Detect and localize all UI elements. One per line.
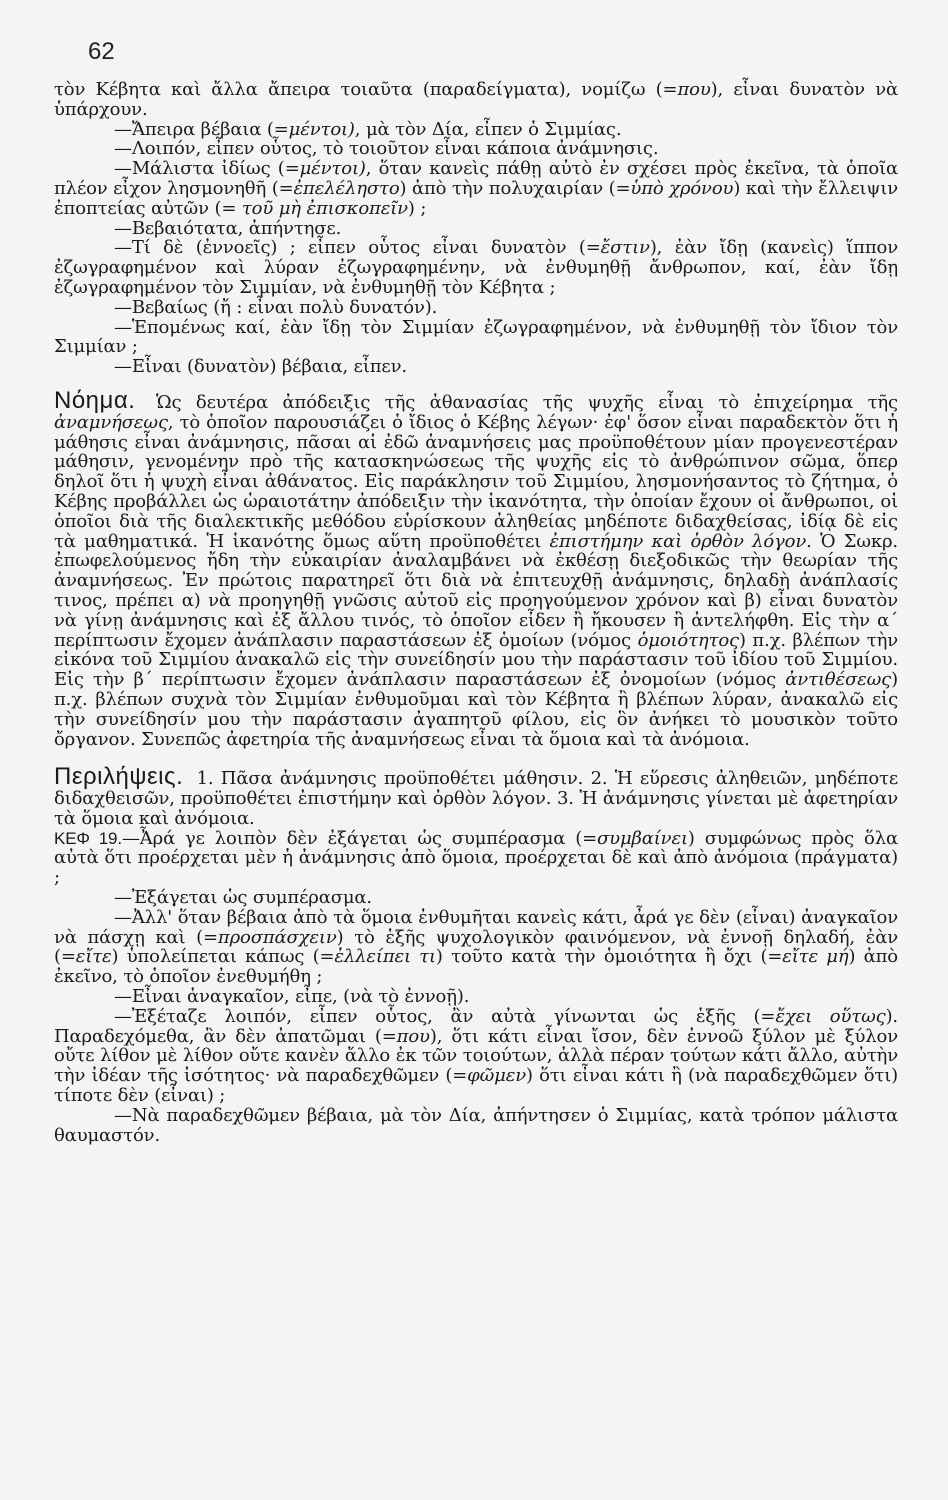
- italic-gloss: =μέντοι): [284, 158, 366, 180]
- noima-paragraph: [54, 386, 899, 750]
- periliψeis-heading: Περιλήψεις.: [54, 763, 184, 791]
- italic-gloss: ἐπιστήμην καὶ ὀρθὸν λόγον: [549, 530, 807, 552]
- italic-gloss: =που: [662, 79, 711, 100]
- periliψeis-text: 1. Πᾶσα ἀνάμνησις προϋποθέτει μάθησιν. 2. Ἡ εὕρεσις ἀληθειῶν, μηδέποτε διδαχθεισῶν, προϋποθέτει ἐπιστήμην καὶ ὀρθὸν λόγον. 3. Ἡ ἀνάμνησις γίνεται μὲ ἀφετηρίαν τὰ ὅμοια καὶ ἀνόμοια.: [54, 768, 898, 829]
- dialogue-section-2: [54, 829, 898, 1146]
- paragraph: [54, 829, 898, 888]
- paragraph: —Ἄπειρα βέβαια (=μέντοι), μὰ τὸν Δία, εἶπεν ὁ Σιμμίας.: [114, 118, 622, 140]
- noima-heading: Νόημα.: [54, 386, 136, 414]
- dialogue-section-1: [54, 80, 898, 377]
- page-content: [54, 80, 898, 1145]
- paragraph: —Εἶναι (δυνατὸν) βέβαια, εἶπεν.: [114, 356, 407, 378]
- chapter-first-line: —Ἆρά γε λοιπὸν δὲν ἐξάγεται ὡς συμπέρασμα (=συμβαίνει) συμφώνως πρὸς ὅλα αὐτὰ ὅτι προέρχεται μὲν ἡ ἀνάμνησις ἀπὸ ὅμοια, προέρχεται δὲ καὶ ἀπὸ ἀνόμοια (πράγματα) ;: [54, 827, 899, 889]
- italic-gloss: =εἴτε μή: [767, 946, 849, 968]
- italic-gloss: =προσπάσχειν: [202, 926, 337, 948]
- italic-gloss: ἀναμνήσεως: [54, 411, 168, 433]
- paragraph: —Βεβαίως (ἤ : εἶναι πολὺ δυνατόν).: [114, 296, 438, 318]
- paragraph: —Ἀλλ' ὅταν βέβαια ἀπὸ τὰ ὅμοια ἐνθυμῆται κανεὶς κάτι, ἆρά γε δὲν (εἶναι) ἀναγκαῖον νὰ πάσχῃ καὶ (=προσπάσχειν) τὸ ἑξῆς ψυχολογικὸν φαινόμενον, νὰ ἐννοῇ δηλαδή, ἐὰν (=εἴτε) ὑπολείπεται κάπως (=ἐλλείπει τι) τοῦτο κατὰ τὴν ὁμοιότητα ἢ ὄχι (=εἴτε μή) ἀπὸ ἐκεῖνο, τὸ ὁποῖον ἐνεθυμήθη ;: [54, 906, 898, 988]
- italic-gloss: =ἐπελέληστο: [278, 177, 400, 199]
- noima-text: Ὡς δευτέρα ἀπόδειξις τῆς ἀθανασίας τῆς ψυχῆς εἶναι τὸ ἐπιχείρημα τῆς ἀναμνήσεως, τὸ ὁποῖον παρουσιάζει ὁ ἴδιος ὁ Κέβης λέγων· ἐφ' ὅσον εἶναι παραδεκτὸν ὅτι ἡ μάθησις εἶναι ἀνάμνησις, πᾶσαι αἱ ἐδῶ ἀναμνήσεις μας προϋποθέτουν μίαν προγενεστέραν μάθησιν, γενομένην πρὸ τῆς κατασκηνώσεως τῆς ψυχῆς εἰς τὸ ἀνθρώπινον σῶμα, ὅπερ δηλοῖ ὅτι ἡ ψυχὴ εἶναι ἀθάνατος. Εἰς παράκλησιν τοῦ Σιμμίου, λησμονήσαντος τὸ ζήτημα, ὁ Κέβης προβάλλει ὡς ὡραιοτάτην ἀπόδειξιν τὴν ἱκανότητα, τὴν ὁποίαν ἔχουν οἱ ἄνθρωποι, οἱ ὁποῖοι διὰ τῆς διαλεκτικῆς μεθόδου εὑρίσκουν ἀληθείας μηδέποτε διδαχθείσας, ἰδίᾳ δὲ εἰς τὰ μαθηματικά. Ἡ ἱκανότης ὅμως αὕτη προϋποθέτει ἐπιστήμην καὶ ὀρθὸν λόγον. Ὁ Σωκρ. ἐπωφελούμενος ἤδη τὴν εὐκαιρίαν ἀναλαμβάνει νὰ ἐκθέσῃ διεξοδικῶς τὴν θεωρίαν τῆς ἀναμνήσεως. Ἐν πρώτοις παρατηρεῖ ὅτι διὰ νὰ ἐπιτευχθῇ ἀνάμνησις, δηλαδὴ ἀνάπλασίς τινος, πρέπει α) νὰ προηγηθῇ γνῶσις αὐτοῦ εἰς προηγούμενον χρόνον καὶ β) εἶναι δυνατὸν νὰ γίνῃ ἀνάμνησις καὶ ἐξ ἄλλου τινός, τὸ ὁποῖον εἶδεν ἢ ἤκουσεν ἢ ἀντελήφθη. Εἰς τὴν α΄ περίπτωσιν ἔχομεν ἀνάπλασιν παραστάσεων ἐξ ὁμοίων (νόμος ὁμοιότητος) π.χ. βλέπων τὴν εἰκόνα τοῦ Σιμμίου ἀνακαλῶ εἰς τὴν συνείδησίν μου τὴν παράστασιν τοῦ ἰδίου τοῦ Σιμμίου. Εἰς τὴν β΄ περίπτωσιν ἔχομεν ἀνάπλασιν παραστάσεων ἐξ ὀνομοίων (νόμος ἀντιθέσεως) π.χ. βλέπων συχνὰ τὸν Σιμμίαν ἐνθυμοῦμαι καὶ τὸν Κέβητα ἢ βλέπων λύραν, ἀνακαλῶ εἰς τὴν συνείδησίν μου τὴν παράστασιν ἀγαπητοῦ φίλου, εἰς ὃν ἀνήκει τὸ μουσικὸν τοῦτο ὄργανον. Συνεπῶς ἀφετηρία τῆς ἀναμνήσεως εἶναι τὰ ὅμοια καὶ τὰ ἀνόμοια.: [54, 391, 899, 750]
- italic-gloss: = τοῦ μὴ ἐπισκοπεῖν: [221, 197, 408, 219]
- paragraph: —Ἑπομένως καί, ἐὰν ἴδῃ τὸν Σιμμίαν ἐζωγραφημένον, νὰ ἐνθυμηθῇ τὸν ἴδιον τὸν Σιμμίαν ;: [54, 316, 898, 358]
- italic-gloss: =ὑπὸ χρόνου: [615, 177, 734, 199]
- periliψeis-paragraph: [54, 763, 898, 829]
- italic-gloss: =μέντοι): [273, 118, 355, 140]
- italic-gloss: =συμβαίνει: [582, 827, 688, 849]
- chapter-label: ΚΕΦ 19.: [54, 828, 122, 848]
- italic-gloss: ὁμοιότητος: [637, 629, 739, 651]
- paragraph: τὸν Κέβητα καὶ ἄλλα ἄπειρα τοιαῦτα (παραδείγματα), νομίζω (=που), εἶναι δυνατὸν νὰ ὑπάρχουν.: [54, 79, 899, 120]
- italic-gloss: =φῶμεν: [452, 1065, 527, 1087]
- paragraph: —Ἐξέταζε λοιπόν, εἶπεν οὗτος, ἂν αὐτὰ γίνωνται ὡς ἑξῆς (=ἔχει οὕτως). Παραδεχόμεθα, ἂν δὲν ἀπατῶμαι (=που), ὅτι κάτι εἶναι ἴσον, δὲν ἐννοῶ ξύλον μὲ ξύλον οὔτε λίθον μὲ λίθον οὔτε κανὲν ἄλλο ἐκ τῶν τοιούτων, ἀλλὰ πέραν τούτων κάτι ἄλλο, αὐτὴν τὴν ἰδέαν τῆς ἰσότητος· νὰ παραδεχθῶμεν (=φῶμεν) ὅτι εἶναι κάτι ἢ (νὰ παραδεχθῶμεν ὅτι) τίποτε δὲν (εἶναι) ;: [54, 1005, 899, 1107]
- italic-gloss: =που: [381, 1025, 430, 1047]
- paragraph: —Μάλιστα ἰδίως (=μέντοι), ὅταν κανεὶς πάθῃ αὐτὸ ἐν σχέσει πρὸς ἐκεῖνα, τὰ ὁποῖα πλέον εἶχον λησμονηθῆ (=ἐπελέληστο) ἀπὸ τὴν πολυχαιρίαν (=ὑπὸ χρόνου) καὶ τὴν ἔλλειψιν ἐποπτείας αὐτῶν (= τοῦ μὴ ἐπισκοπεῖν) ;: [54, 158, 899, 219]
- paragraph: —Λοιπόν, εἶπεν οὗτος, τὸ τοιοῦτον εἶναι κάποια ἀνάμνησις.: [114, 138, 659, 160]
- italic-gloss: =ἔχει οὕτως: [760, 1005, 886, 1027]
- paragraph: —Τί δὲ (ἐννοεῖς) ; εἶπεν οὗτος εἶναι δυνατὸν (=ἔστιν), ἐὰν ἴδῃ (κανεὶς) ἵππον ἐζωγραφημένον καὶ λύραν ἐζωγραφημένην, νὰ ἐνθυμηθῇ ἄνθρωπον, καί, ἐὰν ἴδῃ ἐζωγραφημένον τὸν Σιμμίαν, νὰ ἐνθυμηθῇ τὸν Κέβητα ;: [54, 237, 898, 298]
- page-number: 62: [88, 38, 115, 65]
- paragraph: —Βεβαιότατα, ἀπήντησε.: [114, 217, 342, 239]
- paragraph: —Νὰ παραδεχθῶμεν βέβαια, μὰ τὸν Δία, ἀπήντησεν ὁ Σιμμίας, κατὰ τρόπον μάλιστα θαυμαστόν.: [54, 1104, 898, 1146]
- italic-gloss: =ἐλλείπει τι: [319, 946, 436, 968]
- paragraph: —Εἶναι ἀναγκαῖον, εἶπε, (νὰ τὸ ἐννοῇ).: [114, 986, 470, 1008]
- italic-gloss: =ἔστιν: [585, 237, 650, 259]
- italic-gloss: =εἴτε: [60, 946, 112, 968]
- italic-gloss: ἀντιθέσεως: [785, 669, 892, 691]
- paragraph: —Ἐξάγεται ὡς συμπέρασμα.: [114, 887, 372, 909]
